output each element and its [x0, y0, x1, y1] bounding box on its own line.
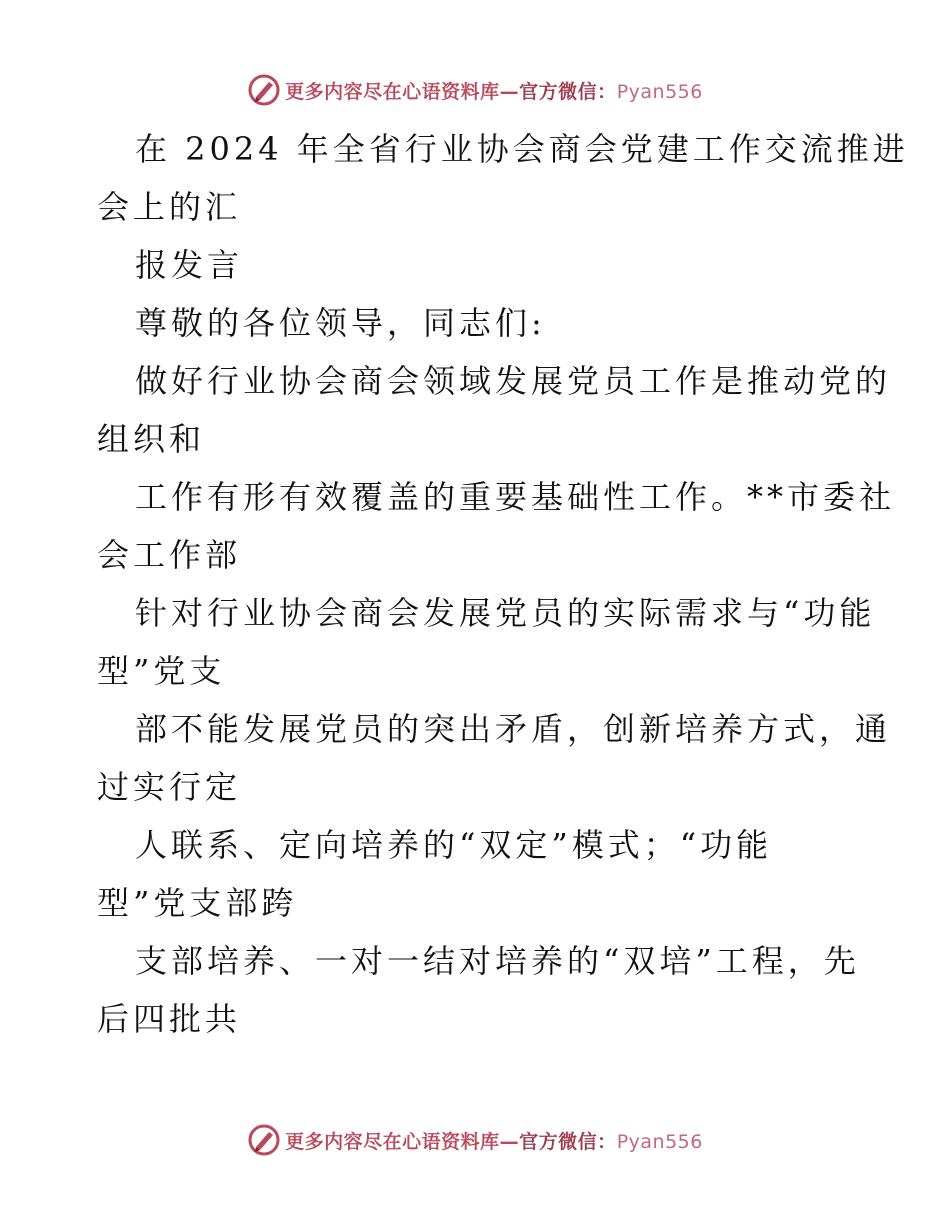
text-line: 做好行业协会商会领域发展党员工作是推动党的 — [135, 362, 892, 400]
text-line: 会工作部 — [97, 536, 242, 574]
text-line: 型”党支部跨 — [97, 884, 298, 922]
text-line: 支部培养、一对一结对培养的“双培”工程，先 — [135, 942, 860, 980]
text-line: 型”党支 — [97, 652, 226, 690]
document-body — [97, 120, 909, 1048]
text-line: 针对行业协会商会发展党员的实际需求与“功能 — [135, 594, 876, 632]
text-line: 部不能发展党员的突出矛盾，创新培养方式，通 — [135, 710, 892, 748]
watermark-text: 更多内容尽在心语资料库—官方微信：Pyan556 — [285, 1130, 703, 1153]
text-line: 过实行定 — [97, 768, 242, 806]
watermark-header — [0, 70, 950, 110]
text-line: 工作有形有效覆盖的重要基础性工作。**市委社 — [135, 478, 896, 516]
pen-logo-icon — [247, 1123, 281, 1157]
text-line: 会上的汇 — [97, 188, 242, 226]
watermark-text: 更多内容尽在心语资料库—官方微信：Pyan556 — [285, 80, 703, 103]
watermark-footer — [0, 1120, 950, 1160]
text-line: 人联系、定向培养的“双定”模式；“功能 — [135, 826, 773, 864]
text-line: 报发言 — [135, 246, 244, 284]
text-line: 尊敬的各位领导，同志们: — [135, 304, 546, 342]
pen-logo-icon — [247, 73, 281, 107]
text-line: 后四批共 — [97, 1000, 242, 1038]
text-line: 组织和 — [97, 420, 206, 458]
text-line: 在 2024 年全省行业协会商会党建工作交流推进 — [135, 130, 909, 168]
